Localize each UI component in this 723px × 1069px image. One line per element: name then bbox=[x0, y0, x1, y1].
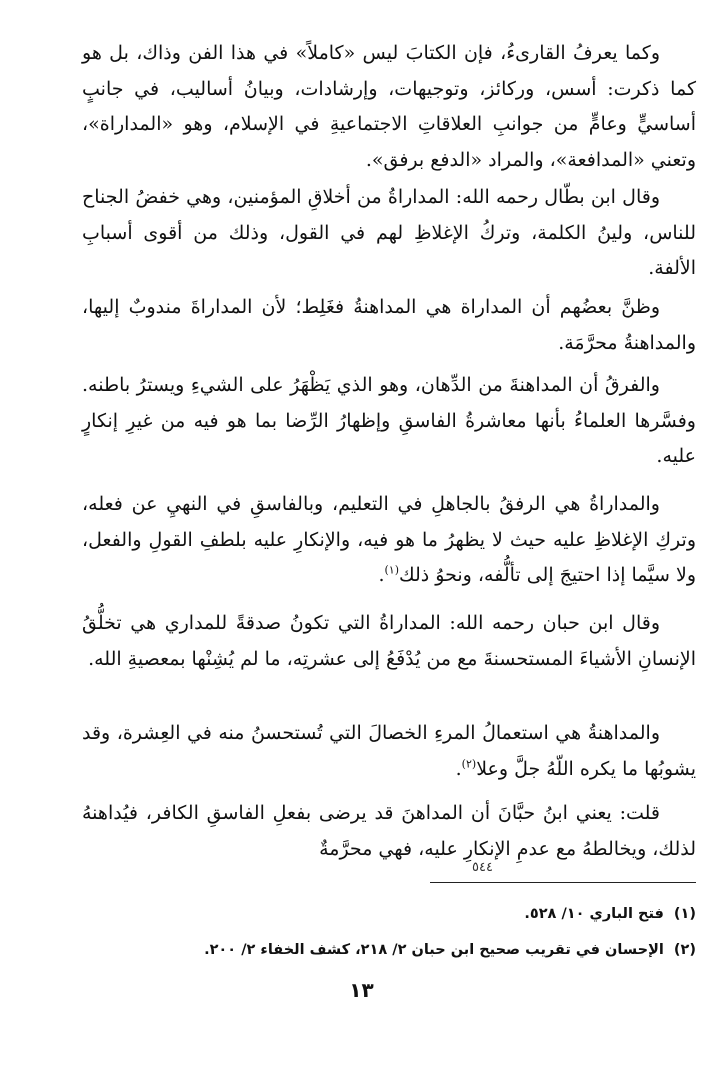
footnote-text: فتح الباري ١٠/ ٥٢٨. bbox=[524, 906, 664, 922]
footnote-text: الإحسان في تقريب صحيح ابن حبان ٢/ ٢١٨، كشف الخفاء ٢/ ٢٠٠. bbox=[204, 942, 664, 958]
footnote-2 bbox=[120, 932, 696, 968]
footnote-ref-1: (١) bbox=[384, 563, 399, 577]
paragraph-difference: والفرقُ أن المداهنةَ من الدِّهان، وهو الذي يَظْهَرُ على الشيءِ ويسترُ باطنه. وفسَّرها العلماءُ بأنها معاشرةُ الفاسقِ وإظهارُ الرِّضا بما هو فيه من غيرِ إنكارٍ عليه. bbox=[82, 374, 696, 467]
footnote-number: (٢) bbox=[673, 942, 696, 958]
footnote-divider bbox=[430, 882, 696, 883]
paragraph-ibn-hibban: وقال ابن حبان رحمه الله: المداراةُ التي تكونُ صدقةً للمداري هي تخلُّقُ الإنسانِ الأشياءَ المستحسنةَ مع من يُدْفَعُ إلى عشرتِه، ما لم يُشِنْها بمعصيةِ الله. bbox=[82, 612, 696, 670]
paragraph-intro: وكما يعرفُ القارىءُ، فإن الكتابَ ليس «كاملاً» في هذا الفن وذاك، بل هو كما ذكرت: أسس، وركائز، وتوجيهات، وإرشادات، وبيانُ أساليب، في جانبٍ أساسيٍّ وعامٍّ من جوانبِ العلاقاتِ الاجتماعيةِ في الإسلام، وهو «المداراة»، وتعني «المدافعة»، والمراد «الدفع برفق». bbox=[82, 42, 696, 171]
paragraph-mudarah-definition: والمداراةُ هي الرفقُ بالجاهلِ في التعليم، وبالفاسقِ في النهيِ عن فعله، وتركِ الإغلاظِ عليه حيث لا يظهرُ ما هو فيه، والإنكارِ عليه بلطفِ القولِ والفعل، ولا سيَّما إذا احتيجَ إلى تألُّفه، ونحوُ ذلك$^{(١)}$. bbox=[82, 493, 696, 586]
handwritten-margin-note: ٥٤٤ bbox=[472, 860, 493, 875]
paragraph-mudahana-mistake: وظنَّ بعضُهم أن المداراة هي المداهنةُ فغَلِط؛ لأن المداراةَ مندوبٌ إليها، والمداهنةُ محرَّمَة. bbox=[82, 296, 696, 354]
footnote-number: (١) bbox=[673, 906, 696, 922]
paragraph-ibn-battal: وقال ابن بطّال رحمه الله: المداراةُ من أخلاقِ المؤمنين، وهي خفضُ الجناح للناس، ولينُ الكلمة، وتركُ الإغلاظِ لهم في القول، وذلك من أقوى أسبابِ الألفة. bbox=[82, 186, 696, 279]
paragraph-commentary: قلت: يعني ابنُ حبَّانَ أن المداهنَ قد يرضى بفعلِ الفاسقِ الكافر، فيُداهنهُ لذلك، ويخالطهُ مع عدمِ الإنكارِ عليه، فهي محرَّمةٌ bbox=[82, 802, 696, 860]
paragraph-mudahana-definition: والمداهنةُ هي استعمالُ المرءِ الخصالَ التي تُستحسنُ منه في العِشرة، وقد يشوبُها ما يكره اللّهُ جلَّ وعلا$^{(٢)}$. bbox=[82, 722, 696, 780]
footnote-1 bbox=[120, 896, 696, 932]
page-number: ١٣ bbox=[349, 978, 374, 1002]
footnotes bbox=[120, 896, 696, 968]
footnote-ref-2: (٢) bbox=[461, 757, 477, 771]
